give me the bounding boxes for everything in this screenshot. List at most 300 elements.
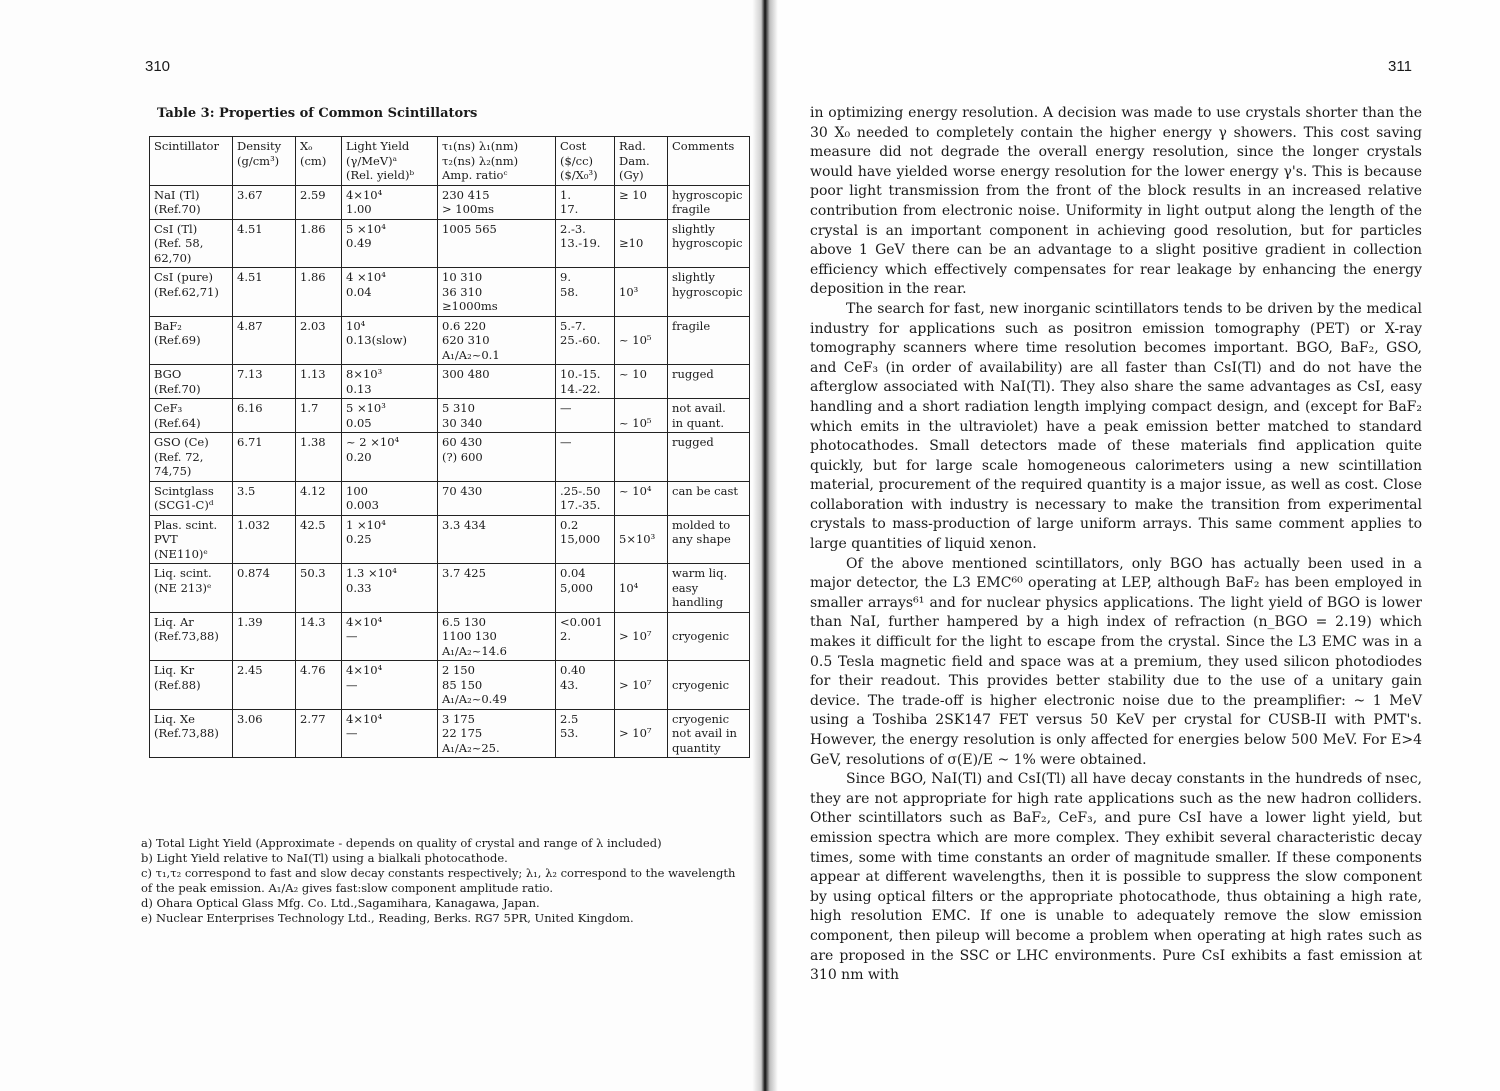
cell-rad-damage-line [619,270,663,285]
cell-decay-wavelength [438,661,556,710]
cell-rad-damage-line: ~ 10⁵ [619,415,652,430]
header-line: Comments [672,139,735,153]
cell-decay-wavelength-line: 3.3 434 [442,517,486,532]
cell-density-value: 4.51 [237,270,263,284]
header-x0 [296,137,342,186]
cell-scintillator-line: (Ref.64) [154,415,201,430]
cell-decay-wavelength-line: 1100 130 [442,629,497,643]
cell-rad-damage-line [619,401,663,416]
cell-comments-line: handling [672,595,724,609]
cell-comments [668,316,750,365]
table-row [150,185,750,219]
header-line: (γ/MeV)ᵃ [346,153,398,168]
cell-comments [668,515,750,564]
cell-decay-wavelength-line: 10 310 [442,270,483,284]
cell-radiation-length [296,365,342,399]
cell-scintillator-line: Plas. scint. [154,517,218,532]
cell-radiation-length-value: 4.76 [300,663,326,677]
cell-decay-wavelength-line: 6.5 130 [442,614,486,629]
cell-comments-line: quantity [672,740,721,755]
cell-radiation-length-value: 14.3 [300,614,326,629]
cell-cost-line: 17. [560,202,579,216]
body-text [810,104,1422,986]
cell-rad-damage-line [619,222,663,237]
cell-radiation-length-value: 1.38 [300,435,326,449]
cell-light-yield [342,709,438,758]
cell-comments-line: hygroscopic [672,284,743,299]
cell-scintillator [150,268,233,317]
cell-rad-damage [615,709,668,758]
cell-comments-line: any shape [672,532,731,546]
cell-light-yield [342,316,438,365]
cell-decay-wavelength-line: (?) 600 [442,449,483,464]
header-line: (g/cm³) [237,153,280,168]
cell-density [233,268,296,317]
cell-rad-damage [615,399,668,433]
cell-cost [556,433,615,482]
cell-rad-damage [615,564,668,613]
cell-cost-line: 5.-7. [560,318,586,333]
cell-radiation-length [296,399,342,433]
header-cost [556,137,615,186]
cell-comments-line [672,663,745,678]
cell-cost-line: 1. [560,187,571,202]
cell-density-value: 4.87 [237,318,263,333]
cell-light-yield-line: 0.13 [346,381,372,396]
cell-rad-damage-line [619,518,663,533]
cell-comments-line: easy [672,580,699,595]
cell-decay-wavelength [438,709,556,758]
cell-comments [668,219,750,268]
cell-cost [556,661,615,710]
cell-light-yield [342,219,438,268]
cell-light-yield [342,365,438,399]
cell-cost [556,268,615,317]
cell-scintillator [150,661,233,710]
scintillator-table [149,136,750,758]
footnote-e: e) Nuclear Enterprises Technology Ltd., Reading, Berks. RG7 5PR, United Kingdom. [141,911,634,925]
cell-light-yield [342,481,438,515]
cell-light-yield-line: 0.05 [346,415,372,430]
header-light-yield [342,137,438,186]
cell-light-yield [342,433,438,482]
cell-radiation-length-value: 2.59 [300,187,326,202]
page-number-right: 311 [1388,58,1412,75]
cell-scintillator [150,433,233,482]
cell-light-yield [342,612,438,661]
header-line: (Gy) [619,168,644,182]
cell-scintillator-line: (Ref.73,88) [154,726,219,740]
cell-decay-wavelength-line: A₁/A₂~25. [442,740,500,755]
cell-decay-wavelength-line: 300 480 [442,367,490,381]
cell-light-yield-line: 0.49 [346,236,372,250]
paragraph: Of the above mentioned scintillators, only BGO has actually been used in a major detector, the L3 EMC⁶⁰ operating at LEP, although BaF₂ has been employed in smaller arrays⁶¹ and for nuclear physics applications. The light yield of BGO is lower than NaI, further hampered by a high index of refraction (n_BGO = 2.19) which makes it difficult for the light to escape from the crystal. Since the L3 EMC was in a 0.5 Tesla magnetic field and space was at a premium, they used silicon photodiodes for their readout. This provides better stability due to the use of a unitary gain device. The trade-off is higher electronic noise due to the preamplifier: ~ 1 MeV using a Toshiba 2SK147 FET versus 50 KeV per crystal for CUSB-II with PMT's. However, the energy resolution is only affected for energies below 500 MeV. For E>4 GeV, resolutions of σ(E)/E ~ 1% were obtained. [810,555,1422,768]
table-row [150,433,750,482]
cell-cost-line: 43. [560,677,579,692]
paragraph: The search for fast, new inorganic scintillators tends to be driven by the medical industry for applications such as positron emission tomography (PET) or X-ray tomography scanners where time resolution becomes important. BGO, BaF₂, GSO, and CeF₃ (in order of availability) are all faster than CsI(Tl) and do not have the afterglow associated with NaI(Tl). They also share the same advantages as CsI, easy handling and a short radiation length implying compact design, and (except for BaF₂ which emits in the ultraviolet) have a peak emission better matched to standard photocathodes. Small detectors made of these materials find application quite quickly, but for large scale homogeneous calorimeters using a new scintillation material, procurement of the required quantity is a major issue, as well as cost. Close collaboration with industry is necessary to make the transition from experimental crystals to mass-production of large uniform arrays. This same comment applies to large quantities of liquid xenon. [810,300,1422,553]
cell-comments [668,399,750,433]
cell-scintillator-line: Liq. Xe [154,711,195,726]
header-comments [668,137,750,186]
cell-comments [668,433,750,482]
cell-rad-damage [615,316,668,365]
cell-comments [668,185,750,219]
table-row [150,316,750,365]
cell-radiation-length-value: 42.5 [300,517,326,532]
cell-rad-damage [615,268,668,317]
header-line: ($/X₀³) [560,168,598,182]
cell-decay-wavelength-line: 60 430 [442,435,483,449]
cell-decay-wavelength-line: > 100ms [442,202,495,216]
header-line: Dam. [619,153,650,168]
cell-light-yield-line: 1.00 [346,202,372,216]
cell-comments-line: not avail. [672,401,726,415]
cell-scintillator-line: (Ref.69) [154,333,201,347]
cell-cost-line: 2. [560,629,571,643]
cell-scintillator-line: BGO [154,367,182,381]
cell-scintillator-line: 74,75) [154,464,192,478]
cell-decay-wavelength-line: 1005 565 [442,221,497,236]
footnote-c-continued: of the peak emission. A₁/A₂ gives fast:slow component amplitude ratio. [141,881,554,895]
table-row [150,564,750,613]
header-rad-damage [615,137,668,186]
footnote-c: c) τ₁,τ₂ correspond to fast and slow decay constants respectively; λ₁, λ₂ correspond to the wavelength [141,866,736,880]
cell-rad-damage [615,365,668,399]
cell-light-yield-line: 4×10⁴ [346,187,383,202]
table-row [150,365,750,399]
cell-cost-line: 5,000 [560,580,593,595]
cell-density-value: 3.5 [237,483,256,498]
cell-cost-line: — [560,435,572,449]
cell-light-yield-line: 0.33 [346,580,372,595]
header-line: Xₒ [300,139,313,153]
cell-radiation-length [296,564,342,613]
cell-decay-wavelength [438,365,556,399]
cell-decay-wavelength-line: 70 430 [442,483,483,498]
cell-scintillator-line: Scintglass [154,483,214,498]
cell-radiation-length [296,268,342,317]
cell-light-yield-line: ~ 2 ×10⁴ [346,435,400,449]
cell-scintillator [150,219,233,268]
cell-cost [556,399,615,433]
cell-scintillator-line: GSO (Ce) [154,435,209,449]
cell-cost [556,515,615,564]
cell-scintillator-line: Liq. Ar [154,614,194,629]
header-line: τ₁(ns) λ₁(nm) [442,139,519,153]
header-line [154,154,228,169]
cell-cost [556,219,615,268]
cell-density [233,219,296,268]
header-line: (cm) [300,153,327,168]
cell-comments [668,564,750,613]
cell-rad-damage-line [619,615,663,630]
cell-comments-line: rugged [672,367,714,381]
cell-density-value: 6.16 [237,401,263,415]
cell-scintillator [150,709,233,758]
cell-rad-damage-line: ≥10 [619,236,644,250]
cell-comments-line: molded to [672,517,731,532]
cell-rad-damage [615,515,668,564]
cell-density [233,709,296,758]
cell-density-value: 4.51 [237,221,263,236]
cell-rad-damage-line: > 10⁷ [619,677,652,692]
cell-rad-damage [615,661,668,710]
header-line: Amp. ratioᶜ [442,168,508,182]
cell-scintillator [150,399,233,433]
cell-density [233,399,296,433]
cell-decay-wavelength-line: 22 175 [442,726,483,740]
table-row [150,709,750,758]
cell-light-yield-line: 4×10⁴ [346,663,383,677]
cell-decay-wavelength-line: 5 310 [442,401,475,415]
cell-radiation-length [296,185,342,219]
cell-decay-wavelength-line: A₁/A₂~0.1 [442,347,500,362]
cell-decay-wavelength-line: 0.6 220 [442,318,486,333]
cell-radiation-length [296,316,342,365]
cell-scintillator [150,564,233,613]
cell-cost-line: — [560,401,572,415]
cell-light-yield-line: 0.25 [346,532,372,546]
cell-scintillator-line: (SCG1-C)ᵈ [154,498,214,512]
cell-rad-damage [615,481,668,515]
cell-scintillator-line: (NE 213)ᵉ [154,580,212,595]
cell-light-yield-line: 1 ×10⁴ [346,517,386,532]
cell-comments [668,268,750,317]
header-line: Density [237,139,282,153]
cell-rad-damage [615,433,668,482]
cell-comments-line: fragile [672,318,711,333]
cell-cost-line: <0.001 [560,614,603,629]
header-line: ($/cc) [560,153,594,168]
cell-cost-line: 0.04 [560,566,586,580]
header-scintillator [150,137,233,186]
cell-light-yield [342,564,438,613]
cell-cost-line: 2.5 [560,711,579,726]
cell-light-yield-line: 0.04 [346,284,372,299]
table-body [150,185,750,758]
cell-comments [668,481,750,515]
header-line: (Rel. yield)ᵇ [346,168,415,182]
cell-decay-wavelength [438,564,556,613]
cell-radiation-length-value: 1.13 [300,367,326,381]
cell-rad-damage-line: > 10⁷ [619,726,652,740]
header-line: Scintillator [154,139,219,153]
cell-scintillator-line: (Ref. 58, [154,236,204,250]
cell-density-value: 1.032 [237,517,270,532]
cell-rad-damage-line [619,566,663,581]
cell-light-yield-line: 4×10⁴ [346,711,383,726]
header-line: τ₂(ns) λ₂(nm) [442,153,519,168]
table-row [150,515,750,564]
cell-scintillator [150,515,233,564]
cell-light-yield-line: 0.20 [346,449,372,464]
cell-radiation-length [296,481,342,515]
cell-cost-line: 53. [560,726,579,740]
cell-light-yield [342,185,438,219]
cell-comments-line: slightly [672,221,715,236]
cell-comments-line: fragile [672,202,711,216]
cell-cost [556,185,615,219]
cell-comments-line: rugged [672,435,714,449]
cell-rad-damage-line: ~ 10⁵ [619,333,652,347]
cell-scintillator-line: PVT [154,532,178,546]
cell-comments [668,612,750,661]
cell-comments-line: slightly [672,270,715,284]
cell-light-yield-line: 5 ×10⁴ [346,221,386,236]
cell-rad-damage-line: > 10⁷ [619,629,652,643]
cell-decay-wavelength [438,612,556,661]
cell-scintillator [150,185,233,219]
cell-density [233,612,296,661]
cell-decay-wavelength-line: 85 150 [442,677,483,692]
cell-light-yield-line: 1.3 ×10⁴ [346,566,397,580]
table-header [150,137,750,186]
header-line: Light Yield [346,139,410,153]
cell-density-value: 7.13 [237,367,263,381]
cell-decay-wavelength-line: 3 175 [442,711,475,726]
cell-light-yield-line: 100 [346,483,368,498]
table-row [150,612,750,661]
cell-rad-damage-line: ~ 10 [619,367,647,381]
cell-density-value: 6.71 [237,435,263,449]
header-density [233,137,296,186]
cell-light-yield [342,399,438,433]
book-gutter [752,0,778,1091]
cell-decay-wavelength-line: A₁/A₂~0.49 [442,692,507,706]
table-header-row [150,137,750,186]
cell-cost-line: 58. [560,284,579,299]
cell-radiation-length-value: 50.3 [300,566,326,580]
cell-comments-line: in quant. [672,415,725,430]
cell-decay-wavelength-line: 230 415 [442,187,490,202]
cell-decay-wavelength [438,481,556,515]
cell-density-value: 3.67 [237,187,263,202]
cell-decay-wavelength [438,185,556,219]
cell-density [233,661,296,710]
cell-density [233,515,296,564]
header-line: Cost [560,139,587,153]
cell-comments [668,365,750,399]
cell-scintillator-line: (Ref.88) [154,677,201,692]
cell-comments-line: warm liq. [672,566,728,580]
cell-scintillator [150,612,233,661]
cell-decay-wavelength [438,515,556,564]
cell-scintillator-line: Liq. scint. [154,566,212,580]
cell-rad-damage-line [619,663,663,678]
cell-cost-line: 14.-22. [560,381,601,396]
footnote-d: d) Ohara Optical Glass Mfg. Co. Ltd.,Sagamihara, Kanagawa, Japan. [141,896,540,910]
cell-cost-line: 0.40 [560,663,586,677]
cell-scintillator-line: (Ref. 72, [154,449,204,464]
cell-cost-line: 9. [560,270,571,284]
cell-scintillator-line: 62,70) [154,250,192,265]
cell-rad-damage-line: ≥ 10 [619,187,647,202]
table-row [150,399,750,433]
cell-cost [556,481,615,515]
cell-rad-damage [615,612,668,661]
cell-radiation-length [296,433,342,482]
table-row [150,481,750,515]
cell-radiation-length [296,219,342,268]
table-footnotes [141,836,751,926]
cell-decay-wavelength-line: A₁/A₂~14.6 [442,643,507,658]
cell-scintillator-line: (Ref.73,88) [154,629,219,643]
cell-comments [668,709,750,758]
cell-scintillator-line: Liq. Kr [154,663,195,677]
cell-rad-damage-line [619,712,663,727]
footnote-a: a) Total Light Yield (Approximate - depends on quality of crystal and range of λ included) [141,836,662,850]
cell-density [233,365,296,399]
cell-decay-wavelength-line: 3.7 425 [442,566,486,580]
cell-rad-damage-line: 5×10³ [619,532,656,546]
cell-density-value: 0.874 [237,566,270,580]
cell-comments [668,661,750,710]
cell-comments-line: cryogenic [672,629,730,643]
cell-decay-wavelength [438,399,556,433]
cell-light-yield-line: — [346,726,358,740]
cell-comments-line: cryogenic [672,677,730,692]
cell-light-yield-line: — [346,677,358,692]
cell-density [233,481,296,515]
cell-rad-damage-line [619,435,663,450]
cell-radiation-length-value: 1.86 [300,270,326,284]
cell-light-yield-line: 10⁴ [346,318,366,333]
cell-cost [556,709,615,758]
cell-rad-damage-line: 10⁴ [619,580,639,595]
cell-decay-wavelength [438,219,556,268]
cell-scintillator-line: (Ref.62,71) [154,284,219,299]
cell-cost-line: 25.-60. [560,333,601,347]
cell-scintillator-line: BaF₂ [154,318,182,333]
cell-comments-line: not avail in [672,726,737,740]
cell-light-yield-line: 5 ×10³ [346,401,386,415]
cell-radiation-length-value: 4.12 [300,483,326,498]
cell-radiation-length [296,709,342,758]
cell-scintillator [150,481,233,515]
table-row [150,268,750,317]
cell-scintillator-line: CsI (pure) [154,270,213,284]
cell-radiation-length-value: 1.7 [300,401,319,415]
cell-decay-wavelength-line: 620 310 [442,333,490,347]
cell-comments-line: hygroscopic [672,236,743,250]
cell-cost [556,316,615,365]
cell-light-yield [342,661,438,710]
cell-decay-wavelength [438,316,556,365]
cell-decay-wavelength [438,268,556,317]
cell-decay-wavelength-line: ≥1000ms [442,299,498,313]
cell-scintillator-line: (Ref.70) [154,202,201,216]
cell-decay-wavelength [438,433,556,482]
cell-comments-line: can be cast [672,483,739,498]
cell-density-value: 1.39 [237,614,263,629]
table-row [150,661,750,710]
cell-cost-line: 10.-15. [560,367,601,381]
cell-light-yield-line: — [346,629,358,643]
footnote-b: b) Light Yield relative to NaI(Tl) using a bialkali photocathode. [141,851,508,865]
cell-light-yield-line: 0.13(slow) [346,333,407,347]
cell-cost-line: 13.-19. [560,236,601,250]
cell-density-value: 2.45 [237,663,263,677]
header-decay-wavelength [438,137,556,186]
cell-rad-damage-line [619,319,663,334]
cell-light-yield-line: 4×10⁴ [346,614,383,629]
table-caption: Table 3: Properties of Common Scintillators [157,106,478,121]
cell-density-value: 3.06 [237,711,263,726]
cell-scintillator-line: CsI (Tl) [154,221,198,236]
cell-cost-line: 2.-3. [560,221,586,236]
cell-radiation-length-value: 2.03 [300,318,326,333]
cell-cost-line: 15,000 [560,532,601,546]
